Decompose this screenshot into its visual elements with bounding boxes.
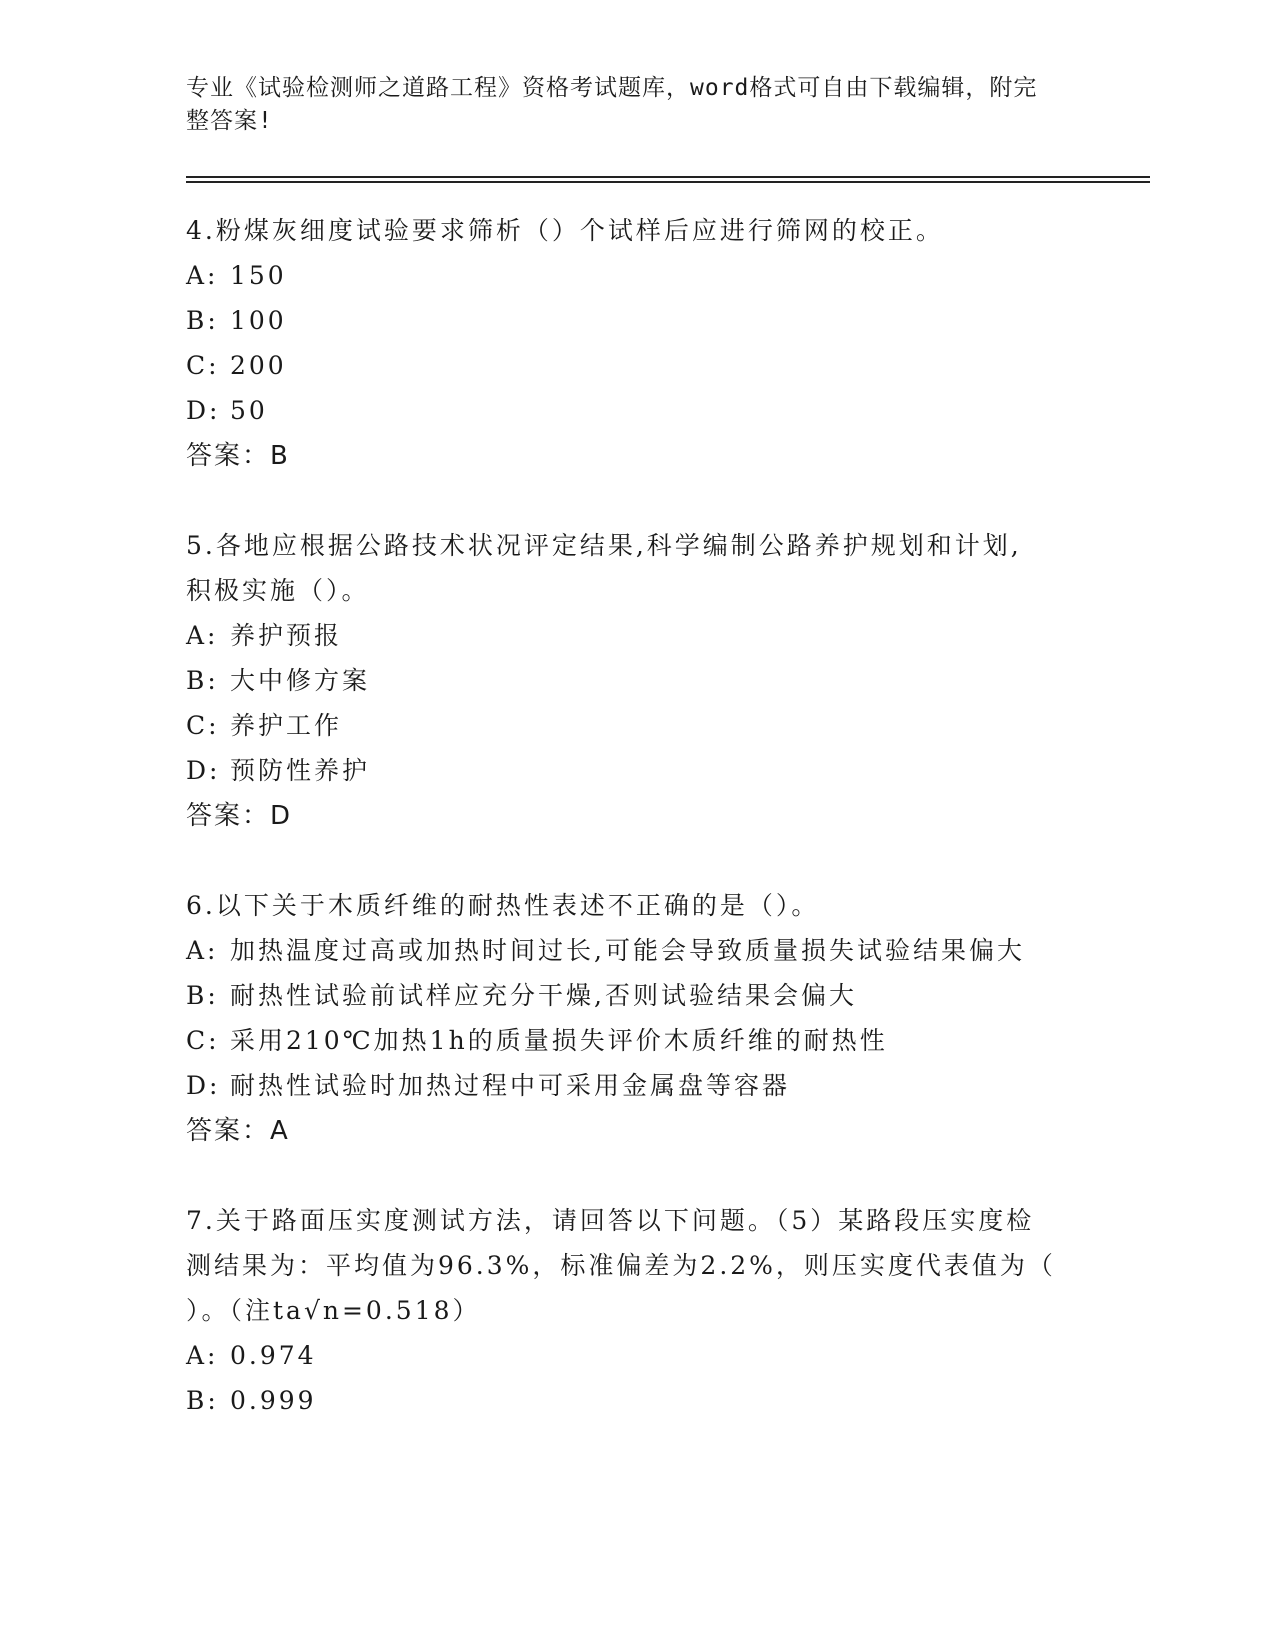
- answer-line: 答案：D: [186, 801, 293, 831]
- option-key: D:: [186, 396, 221, 425]
- option-text: 耐热性试验前试样应充分干燥,否则试验结果会偏大: [230, 981, 857, 1010]
- option-key: D:: [186, 756, 221, 785]
- option-key: B:: [186, 666, 219, 695]
- header-divider-bottom: [186, 181, 1150, 183]
- question-6: [186, 883, 1086, 1154]
- option-b: [186, 658, 1086, 703]
- question-7: [186, 1198, 1086, 1423]
- option-key: A:: [186, 261, 219, 290]
- question-stem-line: 测结果为：平均值为96.3%，标准偏差为2.2%，则压实度代表值为（: [186, 1251, 1056, 1280]
- option-text: 大中修方案: [230, 666, 371, 695]
- question-spacer: [186, 839, 1086, 883]
- option-text: 养护预报: [230, 621, 343, 650]
- question-stem: [186, 208, 1086, 253]
- question-stem-line: 积极实施（）。: [186, 576, 370, 605]
- option-text: 0.999: [230, 1386, 317, 1415]
- question-stem-line: 5.各地应根据公路技术状况评定结果,科学编制公路养护规划和计划,: [186, 531, 1022, 560]
- option-text: 加热温度过高或加热时间过长,可能会导致质量损失试验结果偏大: [230, 936, 1025, 965]
- option-key: D:: [186, 1071, 221, 1100]
- header-line-1: 专业《试验检测师之道路工程》资格考试题库，word格式可自由下载编辑，附完: [186, 75, 1038, 101]
- option-key: C:: [186, 711, 220, 740]
- option-a: [186, 928, 1086, 973]
- option-key: A:: [186, 621, 219, 650]
- option-a: [186, 613, 1086, 658]
- question-stem: [186, 883, 1086, 928]
- option-text: 耐热性试验时加热过程中可采用金属盘等容器: [230, 1071, 791, 1100]
- answer-line: 答案：B: [186, 441, 290, 471]
- option-text: 0.974: [230, 1341, 317, 1370]
- question-stem-line: 7.关于路面压实度测试方法，请回答以下问题。（5）某路段压实度检: [186, 1206, 1035, 1235]
- option-c: [186, 703, 1086, 748]
- question-stem: [186, 1198, 1086, 1333]
- option-key: A:: [186, 936, 219, 965]
- option-text: 养护工作: [230, 711, 343, 740]
- option-c: [186, 343, 1086, 388]
- question-stem-line: ）。（注ta√n=0.518）: [186, 1296, 481, 1325]
- header-line-2: 整答案!: [186, 108, 273, 134]
- option-text: 采用210℃加热1h的质量损失评价木质纤维的耐热性: [230, 1026, 888, 1055]
- option-b: [186, 1378, 1086, 1423]
- header-divider-top: [186, 176, 1150, 178]
- option-d: [186, 748, 1086, 793]
- document-header: [186, 72, 1066, 138]
- question-spacer: [186, 1154, 1086, 1198]
- option-c: [186, 1018, 1086, 1063]
- option-a: [186, 253, 1086, 298]
- option-text: 预防性养护: [230, 756, 371, 785]
- question-stem-line: 6.以下关于木质纤维的耐热性表述不正确的是（）。: [186, 891, 820, 920]
- option-text: 100: [230, 306, 287, 335]
- question-stem-line: 4.粉煤灰细度试验要求筛析（）个试样后应进行筛网的校正。: [186, 216, 944, 245]
- question-stem: [186, 523, 1086, 613]
- option-d: [186, 388, 1086, 433]
- option-key: A:: [186, 1341, 219, 1370]
- option-key: C:: [186, 1026, 220, 1055]
- question-5: [186, 523, 1086, 839]
- option-key: B:: [186, 981, 219, 1010]
- option-key: B:: [186, 1386, 219, 1415]
- option-text: 150: [230, 261, 287, 290]
- option-key: C:: [186, 351, 220, 380]
- question-4: [186, 208, 1086, 479]
- answer-line: 答案：A: [186, 1116, 290, 1146]
- option-text: 200: [230, 351, 287, 380]
- option-text: 50: [230, 396, 268, 425]
- option-a: [186, 1333, 1086, 1378]
- question-list: [186, 208, 1086, 1423]
- option-b: [186, 298, 1086, 343]
- option-key: B:: [186, 306, 219, 335]
- option-b: [186, 973, 1086, 1018]
- option-d: [186, 1063, 1086, 1108]
- question-spacer: [186, 479, 1086, 523]
